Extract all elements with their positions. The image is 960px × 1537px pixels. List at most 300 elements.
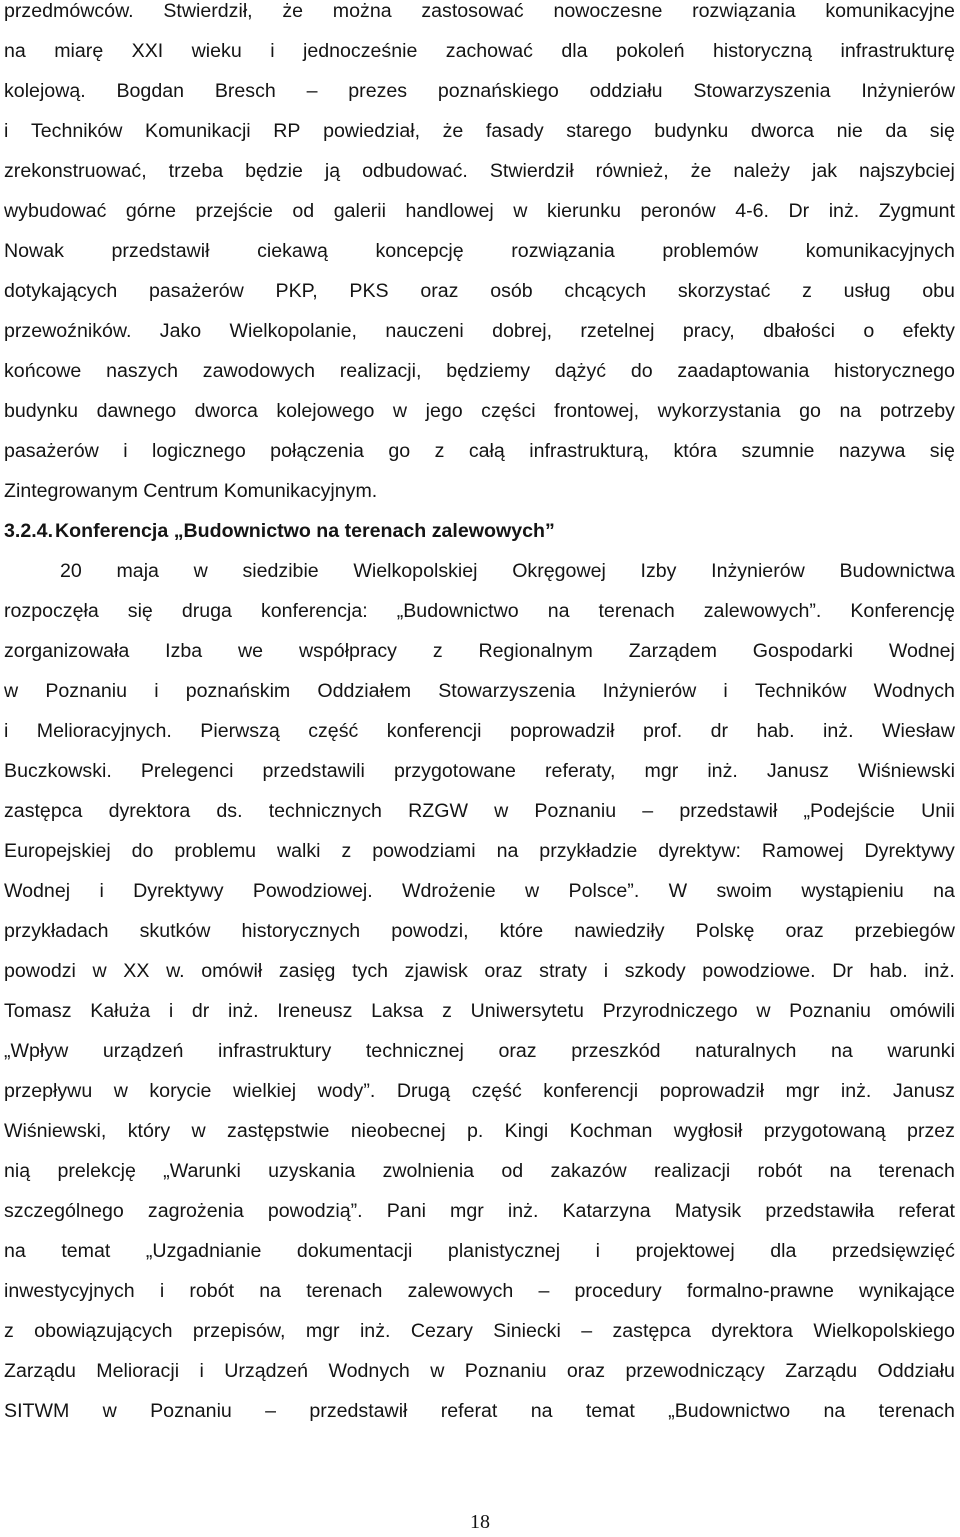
word: RZGW xyxy=(408,800,468,822)
word: dokumentacji xyxy=(296,1240,413,1262)
word: – xyxy=(642,800,654,822)
word: inż. xyxy=(828,200,860,222)
word: Przyrodniczego xyxy=(602,1000,738,1022)
word: że xyxy=(282,0,304,22)
word: poprowadził xyxy=(659,1080,765,1102)
word: w xyxy=(102,1400,117,1422)
text-line xyxy=(4,271,955,311)
word: wystąpieniu xyxy=(801,880,904,902)
word: jak xyxy=(811,160,838,182)
word: do xyxy=(131,840,154,862)
word: zaadaptowania xyxy=(677,360,810,382)
word: wygłosił xyxy=(673,1120,743,1142)
word: w xyxy=(4,680,19,702)
word: przedstawił xyxy=(111,240,210,262)
word: nie xyxy=(836,120,863,142)
word: dawnego xyxy=(96,400,177,422)
word: przedstawił xyxy=(679,800,778,822)
word: z xyxy=(802,280,812,302)
word: i xyxy=(4,120,9,142)
word: można xyxy=(332,0,392,22)
word: Prelegenci xyxy=(140,760,234,782)
word: hab. xyxy=(869,960,908,982)
word: inż. xyxy=(840,1080,872,1102)
word: historycznych xyxy=(241,920,361,942)
word: Pierwszą xyxy=(200,720,280,742)
word: skutków xyxy=(139,920,211,942)
word: w xyxy=(494,800,509,822)
word: dbałości xyxy=(763,320,835,342)
word: 20 xyxy=(60,560,82,582)
word: Nowak xyxy=(4,240,64,262)
word: kolejowego xyxy=(276,400,375,422)
word: Okręgowej xyxy=(512,560,606,582)
word: formalno-prawne xyxy=(686,1280,834,1302)
word: Zarządu xyxy=(785,1360,858,1382)
word: referat xyxy=(898,1200,955,1222)
word: od xyxy=(501,1160,524,1182)
word: rozwiązania xyxy=(511,240,615,262)
word: ciekawą xyxy=(257,240,328,262)
word: Budownictwa xyxy=(839,560,955,582)
word: na xyxy=(259,1280,282,1302)
word: się xyxy=(127,600,153,622)
word: Janusz xyxy=(766,760,829,782)
page-number: 18 xyxy=(470,1511,490,1533)
word: przebiegów xyxy=(854,920,955,942)
word: PKP, xyxy=(275,280,318,302)
word: inż. xyxy=(924,960,955,982)
word: Wielkopolskiej xyxy=(353,560,478,582)
word: Stwierdził, xyxy=(163,0,253,22)
word: go xyxy=(799,400,821,422)
word: terenach xyxy=(598,600,675,622)
word: w xyxy=(513,200,528,222)
word: maja xyxy=(116,560,159,582)
word: infrastrukturę xyxy=(840,40,955,62)
word: Cezary xyxy=(410,1320,473,1342)
word: przepisów, xyxy=(192,1320,286,1342)
word: robót xyxy=(189,1280,235,1302)
word: Poznaniu xyxy=(150,1400,232,1422)
word: usług xyxy=(843,280,891,302)
word: Wodnej xyxy=(4,880,71,902)
word: połączenia xyxy=(270,440,364,462)
word: druga xyxy=(181,600,232,622)
word: powodzi, xyxy=(391,920,469,942)
word: Wodnej xyxy=(888,640,955,662)
text-line xyxy=(4,1191,955,1231)
word: Izby xyxy=(640,560,677,582)
word: Inżynierów xyxy=(861,80,955,102)
word: Zarządu xyxy=(4,1360,76,1382)
text-line xyxy=(4,831,955,871)
word: w xyxy=(191,1120,206,1142)
word: technicznych xyxy=(268,800,382,822)
word: prof. xyxy=(642,720,683,742)
word: i xyxy=(603,960,609,982)
word: wynikające xyxy=(859,1280,955,1302)
word: dworca xyxy=(750,120,815,142)
word: zakazów xyxy=(550,1160,627,1182)
word: na xyxy=(823,1400,846,1422)
word: dotykających xyxy=(4,280,118,302)
word: Inżynierów xyxy=(711,560,805,582)
word: Wodnych xyxy=(873,680,955,702)
word: wody”. xyxy=(317,1080,376,1102)
word: dyrektora xyxy=(108,800,191,822)
word: kolejową. xyxy=(4,80,86,102)
word: przez xyxy=(907,1120,955,1142)
word: rzetelnej xyxy=(580,320,655,342)
text-line xyxy=(4,1351,955,1391)
word: – xyxy=(306,80,318,102)
word: Melioracji xyxy=(96,1360,180,1382)
word: poznańskim xyxy=(185,680,291,702)
text-line xyxy=(4,431,955,471)
section-title: Konferencja „Budownictwo na terenach zalewowych” xyxy=(55,520,555,542)
word: konferencja: xyxy=(260,600,368,622)
word: Uniwersytetu xyxy=(470,1000,584,1022)
word: z xyxy=(4,1320,14,1342)
word: oraz xyxy=(785,920,824,942)
word: Inżynierów xyxy=(602,680,697,702)
word: prezes xyxy=(348,80,408,102)
word: RP xyxy=(273,120,301,142)
word: w xyxy=(193,560,208,582)
word: obu xyxy=(922,280,955,302)
text-line xyxy=(4,591,955,631)
word: nauczeni xyxy=(385,320,464,342)
word: swoim xyxy=(716,880,772,902)
word: dążyć xyxy=(554,360,607,382)
word: inż. xyxy=(228,1000,259,1022)
word: również, xyxy=(595,160,669,182)
word: dr xyxy=(710,720,729,742)
word: przedmówców. xyxy=(4,0,134,22)
word: najszybciej xyxy=(859,160,955,182)
word: i xyxy=(123,440,128,462)
word: potrzeby xyxy=(879,400,955,422)
word: zastępca xyxy=(612,1320,691,1342)
word: Tomasz xyxy=(4,1000,72,1022)
word: starego xyxy=(566,120,632,142)
word: przejście xyxy=(195,200,273,222)
word: mgr xyxy=(644,760,679,782)
word: Laksa xyxy=(371,1000,424,1022)
word: przedsięwzięć xyxy=(831,1240,955,1262)
word: rozwiązania xyxy=(692,0,796,22)
word: prelekcję xyxy=(57,1160,136,1182)
word: Siniecki xyxy=(493,1320,561,1342)
word: zjawisk xyxy=(404,960,468,982)
word: Ireneusz xyxy=(277,1000,353,1022)
word: tych xyxy=(352,960,389,982)
word: Wdrożenie xyxy=(402,880,496,902)
word: hab. xyxy=(756,720,795,742)
text-line xyxy=(4,751,955,791)
word: skorzystać xyxy=(677,280,771,302)
text-line xyxy=(4,1311,955,1351)
word: o xyxy=(863,320,875,342)
word: Powodziowej. xyxy=(252,880,373,902)
word: ją xyxy=(324,160,341,182)
word: straty xyxy=(539,960,588,982)
word: frontowej, xyxy=(554,400,640,422)
word: wielkiej xyxy=(232,1080,297,1102)
word: Jako xyxy=(159,320,202,342)
text-line xyxy=(4,911,955,951)
word: Dyrektywy xyxy=(864,840,955,862)
word: nawiedziły xyxy=(574,920,665,942)
word: oraz xyxy=(498,1040,537,1062)
word: na xyxy=(4,1240,26,1262)
word: zalewowych xyxy=(407,1280,514,1302)
word: część xyxy=(471,1080,522,1102)
word: Buczkowski. xyxy=(4,760,112,782)
word: robót xyxy=(757,1160,803,1182)
word: Komunikacji xyxy=(145,120,251,142)
text-line xyxy=(4,231,955,271)
word: powiedział, xyxy=(323,120,421,142)
text-line xyxy=(4,1391,955,1431)
word: kierunku xyxy=(546,200,621,222)
word: i xyxy=(159,1280,165,1302)
word: urządzeń xyxy=(102,1040,184,1062)
word: komunikacyjne xyxy=(825,0,955,22)
word: historycznego xyxy=(834,360,955,382)
text-line xyxy=(4,1151,955,1191)
word: zastępstwie xyxy=(227,1120,330,1142)
word: konferencji xyxy=(386,720,482,742)
word: Dr xyxy=(832,960,853,982)
word: i xyxy=(270,40,275,62)
word: powodzią”. xyxy=(267,1200,363,1222)
word: dyrektyw: xyxy=(658,840,741,862)
word: oraz xyxy=(484,960,523,982)
word: Polsce”. xyxy=(568,880,640,902)
word: przeszkód xyxy=(571,1040,661,1062)
word: naszych xyxy=(106,360,179,382)
word: trzeba xyxy=(168,160,224,182)
word: zasięg xyxy=(278,960,336,982)
word: Wiesław xyxy=(881,720,955,742)
text-line xyxy=(4,191,955,231)
text-line xyxy=(4,551,955,591)
word: logicznego xyxy=(152,440,246,462)
text-line xyxy=(4,631,955,671)
word: budynku xyxy=(4,400,79,422)
word: powodzi xyxy=(4,960,76,982)
text-line xyxy=(4,471,955,511)
word: Pani xyxy=(386,1200,426,1222)
word: Izba xyxy=(165,640,203,662)
text-line xyxy=(4,151,955,191)
text-line xyxy=(4,1031,955,1071)
word: Bogdan xyxy=(116,80,185,102)
word: XXI xyxy=(131,40,164,62)
word: inwestycyjnych xyxy=(4,1280,135,1302)
word: na xyxy=(547,600,570,622)
word: Techników xyxy=(30,120,123,142)
word: fasady xyxy=(485,120,544,142)
word: od xyxy=(292,200,315,222)
word: oddziału xyxy=(589,80,663,102)
word: górne xyxy=(125,200,177,222)
word: zachować xyxy=(445,40,533,62)
word: przygotowaną xyxy=(763,1120,886,1142)
word: zastępca xyxy=(4,800,83,822)
word: zawodowych xyxy=(202,360,315,382)
word: poprowadził xyxy=(509,720,615,742)
word: realizacji, xyxy=(339,360,422,382)
word: poznańskiego xyxy=(437,80,559,102)
word: procedury xyxy=(574,1280,662,1302)
word: go xyxy=(388,440,411,462)
word: Wielkopolanie, xyxy=(229,320,357,342)
word: Stwierdził xyxy=(489,160,574,182)
word: które xyxy=(499,920,544,942)
word: infrastrukturą, xyxy=(529,440,650,462)
body-text xyxy=(4,0,955,1431)
word: osób xyxy=(490,280,533,302)
word: referat xyxy=(440,1400,498,1422)
word: nowoczesne xyxy=(553,0,663,22)
word: i xyxy=(595,1240,601,1262)
word: szkody xyxy=(624,960,686,982)
word: Oddziałem xyxy=(317,680,412,702)
word: warunki xyxy=(887,1040,955,1062)
word: dobrej, xyxy=(492,320,553,342)
word: pasażerów xyxy=(4,440,99,462)
word: PKS xyxy=(349,280,389,302)
text-line xyxy=(4,791,955,831)
word: dla xyxy=(561,40,588,62)
word: handlowej xyxy=(405,200,494,222)
word: pasażerów xyxy=(149,280,244,302)
word: Techników xyxy=(754,680,847,702)
word: inż. xyxy=(707,760,738,782)
word: szczególnego xyxy=(4,1200,124,1222)
word: dyrektora xyxy=(711,1320,793,1342)
text-line xyxy=(4,31,955,71)
word: ds. xyxy=(216,800,243,822)
word: miarę xyxy=(54,40,104,62)
word: peronów xyxy=(640,200,716,222)
word: problemów xyxy=(662,240,759,262)
word: z xyxy=(434,440,445,462)
word: na xyxy=(839,400,862,422)
word: omówił xyxy=(201,960,263,982)
word: mgr xyxy=(305,1320,340,1342)
word: „Budownictwo xyxy=(668,1400,791,1422)
text-line xyxy=(4,391,955,431)
word: infrastruktury xyxy=(218,1040,332,1062)
word: „Uzgadnianie xyxy=(145,1240,262,1262)
word: wieku xyxy=(191,40,242,62)
word: oraz xyxy=(420,280,459,302)
word: z xyxy=(341,840,352,862)
word: Kochman xyxy=(569,1120,653,1142)
word: się xyxy=(929,120,955,142)
word: omówili xyxy=(889,1000,955,1022)
word: Ramowej xyxy=(761,840,844,862)
word: na xyxy=(496,840,519,862)
word: i xyxy=(99,880,104,902)
word: nazywa xyxy=(838,440,906,462)
word: 4-6. xyxy=(735,200,769,222)
word: Matysik xyxy=(674,1200,742,1222)
word: we xyxy=(238,640,264,662)
word: na xyxy=(831,1040,853,1062)
word: Gospodarki xyxy=(752,640,853,662)
word: referaty, xyxy=(545,760,616,782)
text-line xyxy=(4,351,955,391)
word: „Wpływ xyxy=(4,1040,69,1062)
word: temat xyxy=(585,1400,635,1422)
word: że xyxy=(690,160,712,182)
word: pokoleń xyxy=(615,40,685,62)
word: XX xyxy=(123,960,150,982)
word: z xyxy=(432,640,443,662)
text-line xyxy=(4,671,955,711)
word: która xyxy=(673,440,718,462)
word: powodziowe. xyxy=(702,960,816,982)
word: jego xyxy=(425,400,463,422)
word: że xyxy=(442,120,464,142)
word: – xyxy=(538,1280,550,1302)
word: będzie xyxy=(245,160,303,182)
word: realizacji xyxy=(654,1160,731,1182)
word: w xyxy=(392,400,408,422)
word: w xyxy=(525,880,540,902)
word: przewodniczący xyxy=(625,1360,765,1382)
word: „Budownictwo xyxy=(396,600,519,622)
word: Wielkopolskiego xyxy=(813,1320,955,1342)
word: nią xyxy=(4,1160,31,1182)
word: przedstawił xyxy=(309,1400,408,1422)
word: efekty xyxy=(902,320,955,342)
word: Dr xyxy=(788,200,810,222)
word: planistycznej xyxy=(447,1240,561,1262)
word: koncepcję xyxy=(375,240,464,262)
word: współpracy xyxy=(298,640,397,662)
word: Zintegrowanym xyxy=(4,480,138,502)
word: Oddziału xyxy=(877,1360,955,1382)
word: należy xyxy=(733,160,790,182)
text-line xyxy=(4,0,955,31)
word: przykładzie xyxy=(539,840,638,862)
text-line xyxy=(4,1071,955,1111)
word: w xyxy=(430,1360,445,1382)
word: przykładach xyxy=(4,920,109,942)
word: uzyskania xyxy=(268,1160,356,1182)
word: w xyxy=(756,1000,771,1022)
word: „Podejście xyxy=(803,800,895,822)
word: nieobecnej xyxy=(350,1120,446,1142)
word: Poznaniu xyxy=(789,1000,871,1022)
word: Janusz xyxy=(892,1080,955,1102)
word: w. xyxy=(166,960,185,982)
word: Zarządem xyxy=(628,640,717,662)
word: projektowej xyxy=(635,1240,735,1262)
word: szumnie xyxy=(741,440,815,462)
text-line xyxy=(4,991,955,1031)
word: który xyxy=(127,1120,171,1142)
word: Zygmunt xyxy=(878,200,955,222)
word: chcących xyxy=(564,280,647,302)
word: zastosować xyxy=(421,0,524,22)
